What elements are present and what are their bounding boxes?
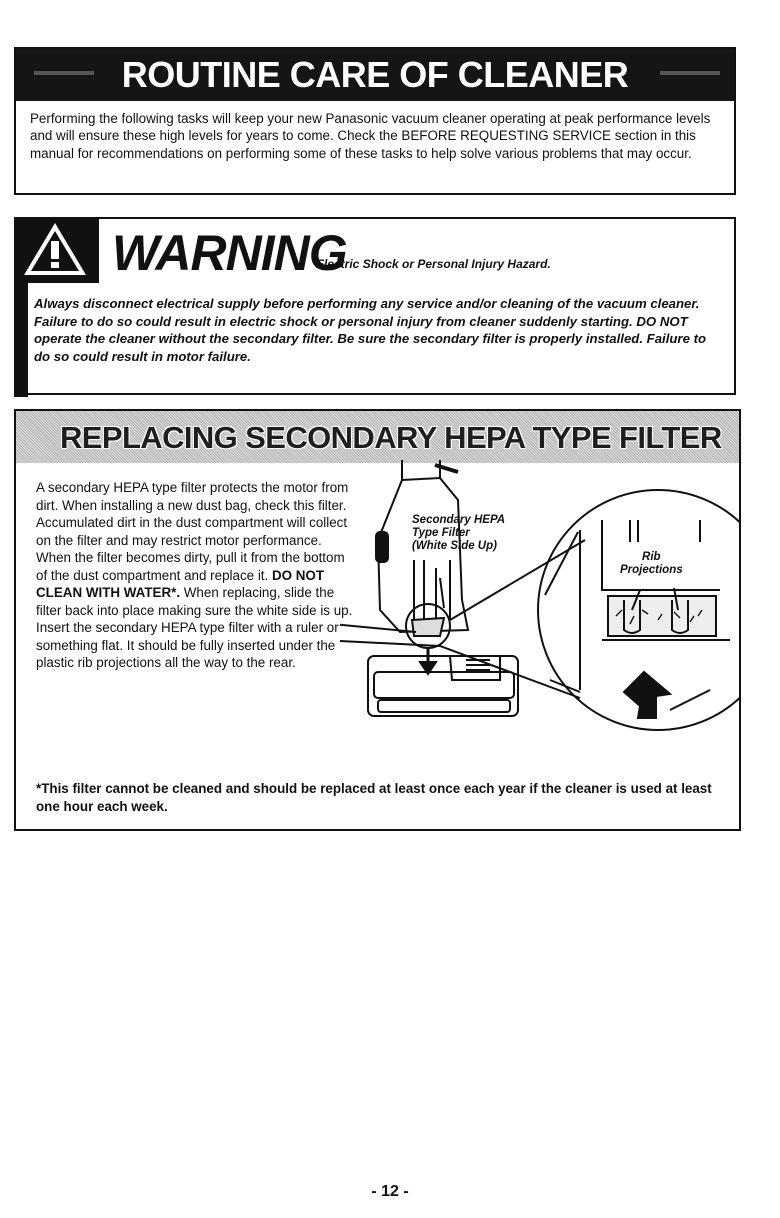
rib-label-line2: Projections: [620, 564, 683, 576]
hepa-body: [36, 479, 356, 672]
hepa-note: *This filter cannot be cleaned and should be replaced at least once each year if the cleaner is used at least one hour each week.: [36, 781, 712, 814]
filter-label-line3: (White Side Up): [412, 540, 497, 552]
warning-title: WARNING: [112, 225, 347, 281]
rib-label-line1: Rib: [642, 551, 661, 563]
routine-care-section: [14, 47, 736, 195]
routine-care-body: Performing the following tasks will keep your new Panasonic vacuum cleaner operating at peak performance levels and will ensure these high levels for years to come. Check the BEFORE REQUESTING SERVICE section in this manual for recommendations on performing some of these tasks to help solve various problems that may occur.: [30, 111, 711, 161]
warning-body: Always disconnect electrical supply before performing any service and/or cleaning of the vacuum cleaner. Failure to do so could result in electric shock or personal injury from cleaner suddenly starting. DO NOT operate the cleaner without the secondary filter. Be sure the secondary filter is properly installed. Failure to do so could result in motor failure.: [34, 296, 707, 364]
filter-label-line1: Secondary HEPA: [412, 514, 506, 526]
warning-subtitle: Electric Shock or Personal Injury Hazard.: [316, 257, 551, 271]
hepa-body-bold: DO NOT CLEAN WITH WATER*.: [36, 567, 325, 600]
filter-label-line2: Type Filter: [412, 527, 470, 539]
banner-decoration-left: [34, 71, 94, 75]
filter-label: [412, 514, 505, 553]
warning-triangle-icon: [22, 221, 88, 277]
vacuum-illustration: [340, 460, 740, 750]
warning-icon-block: [14, 217, 99, 283]
warning-section: [14, 217, 736, 395]
hepa-banner: [16, 411, 739, 463]
banner-decoration-right: [660, 71, 720, 75]
routine-care-title: ROUTINE CARE OF CLEANER: [121, 54, 629, 95]
page-number: - 12 -: [371, 1183, 409, 1200]
warning-sidebar-bar: [14, 281, 28, 397]
hepa-title: REPLACING SECONDARY HEPA TYPE FILTER: [60, 420, 722, 455]
hepa-body-part2: When replacing, slide the filter back into place making sure the white side is up. Insert the secondary HEPA type filter with a ruler or something flat. It should be fully inserted under the plastic rib projections all the way to the rear.: [36, 585, 353, 670]
routine-care-banner: [16, 49, 734, 101]
rib-label: [620, 551, 683, 577]
hepa-body-part1: A secondary HEPA type filter protects the motor from dirt. When installing a new dust bag, check this filter. Accumulated dirt in the dust compartment will collect on the filter and may restrict motor performance. When the filter becomes dirty, pull it from the bottom of the dust compartment and replace it.: [36, 480, 349, 583]
